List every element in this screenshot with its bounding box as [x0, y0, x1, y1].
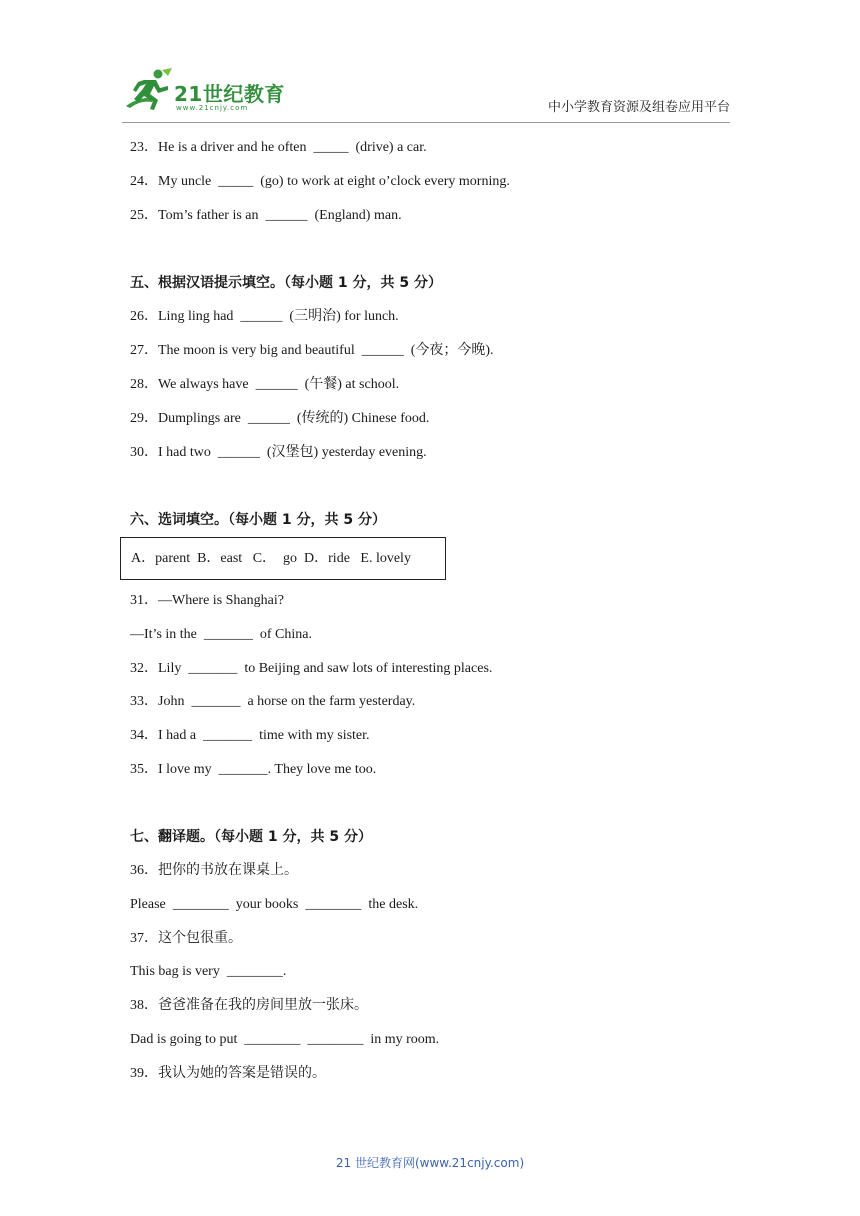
word-options-box: [120, 537, 446, 580]
question-37: 37．这个包很重。: [130, 931, 242, 946]
question-34: 34．I had a _______ time with my sister.: [130, 728, 370, 743]
page-footer: 21 世纪教育网(www.21cnjy.com): [335, 1156, 525, 1170]
question-31-answer-line: —It’s in the _______ of China.: [130, 627, 312, 642]
question-37-english: This bag is very ________.: [130, 964, 287, 979]
question-38: 38．爸爸准备在我的房间里放一张床。: [130, 998, 368, 1013]
question-25: 25．Tom’s father is an ______ (England) man.: [130, 208, 402, 223]
question-35: 35．I love my _______. They love me too.: [130, 762, 377, 777]
question-32: 32．Lily _______ to Beijing and saw lots of interesting places.: [130, 661, 493, 676]
question-36: 36．把你的书放在课桌上。: [130, 863, 298, 878]
question-26: 26．Ling ling had ______ (三明治) for lunch.: [130, 309, 399, 324]
logo-text: 21世纪教育: [174, 82, 285, 106]
question-31: 31．—Where is Shanghai?: [130, 593, 284, 608]
section-5-title: 五、根据汉语提示填空。（每小题 1 分，共 5 分）: [130, 275, 442, 291]
question-28: 28．We always have ______ (午餐) at school.: [130, 377, 400, 392]
question-27: 27．The moon is very big and beautiful ______ (今夜；今晚).: [130, 343, 494, 358]
logo-url: www.21cnjy.com: [176, 104, 249, 112]
header-divider: [122, 122, 730, 123]
question-23: 23．He is a driver and he often _____ (drive) a car.: [130, 140, 427, 155]
platform-name: 中小学教育资源及组卷应用平台: [547, 100, 730, 115]
question-33: 33．John _______ a horse on the farm yesterday.: [130, 694, 416, 709]
logo: [122, 66, 292, 118]
question-38-english: Dad is going to put ________ ________ in my room.: [130, 1032, 440, 1047]
question-30: 30．I had two ______ (汉堡包) yesterday evening.: [130, 445, 427, 460]
question-24: 24．My uncle _____ (go) to work at eight o’clock every morning.: [130, 174, 510, 189]
section-7-title: 七、翻译题。（每小题 1 分，共 5 分）: [130, 829, 372, 845]
question-39: 39．我认为她的答案是错误的。: [130, 1066, 326, 1081]
word-options: A．parent B．east C． go D．ride E. lovely: [131, 551, 411, 566]
question-36-english: Please ________ your books ________ the desk.: [130, 897, 419, 912]
runner-logo-icon: [122, 66, 174, 114]
question-29: 29．Dumplings are ______ (传统的) Chinese food.: [130, 411, 430, 426]
page-header: [0, 0, 860, 125]
section-6-title: 六、选词填空。（每小题 1 分，共 5 分）: [130, 512, 386, 528]
